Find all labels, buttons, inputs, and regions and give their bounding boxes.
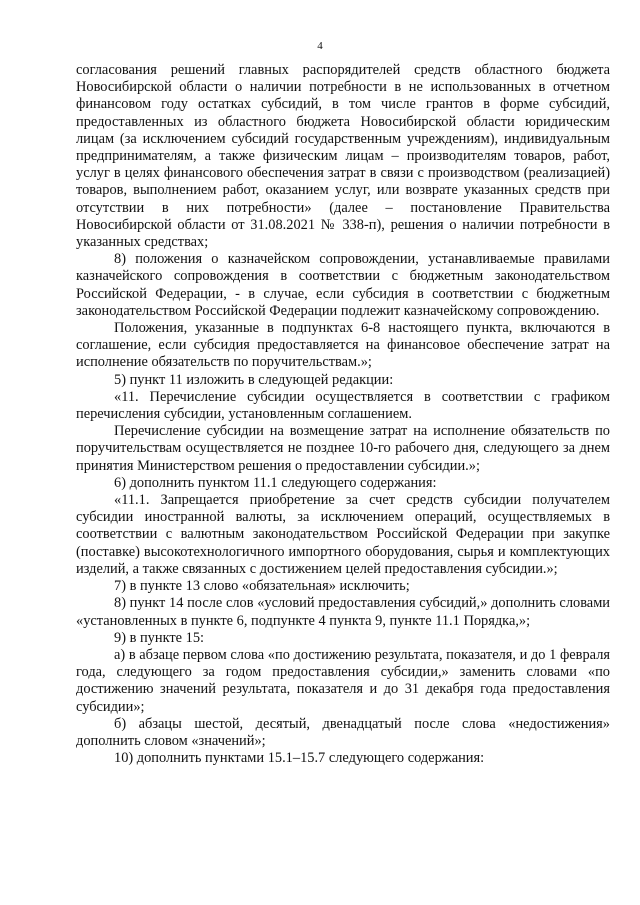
paragraph-subitem-a: а) в абзаце первом слова «по достижению результата, показателя, и до 1 февраля года, следующего за годом предоставления субсидии,» заменить словами «по достижению значений результата, показателя и до 31 декабря года предоставления субсидии»; — [76, 646, 610, 715]
paragraph-item-8-clause-14: 8) пункт 14 после слов «условий предоставления субсидий,» дополнить словами «установленных в пункте 6, подпункте 4 пункта 9, пункте 11.1 Порядка,»; — [76, 595, 610, 629]
page-number: 4 — [317, 40, 323, 52]
document-body — [76, 62, 610, 767]
paragraph-item-8: 8) положения о казначейском сопровождении, устанавливаемые правилами казначейского сопровождения в соответствии с бюджетным законодательством Российской Федерации, - в случае, если субсидия в соответствии с бюджетным законодательством Российской Федерации подлежит казначейскому сопровождению. — [76, 251, 610, 319]
paragraph-subitem-b: б) абзацы шестой, десятый, двенадцатый после слова «недостижения» дополнить словом «значений»; — [76, 715, 610, 749]
paragraph-clause-11: «11. Перечисление субсидии осуществляется в соответствии с графиком перечисления субсидии, установленным соглашением. — [76, 388, 610, 423]
paragraph-transfer: Перечисление субсидии на возмещение затрат на исполнение обязательств по поручительствам осуществляется не позднее 10-го рабочего дня, следующего за днем принятия Министерством решения о предоставлении субсидии.»; — [76, 423, 610, 474]
paragraph-item-10: 10) дополнить пунктами 15.1–15.7 следующего содержания: — [114, 750, 485, 767]
paragraph-continuation: согласования решений главных распорядителей средств областного бюджета Новосибирской области о наличии потребности в не использованных в отчетном финансовом году остатках субсидий, в том числе грантов в форме субсидий, предоставленных из областного бюджета Новосибирской области юридическим лицам (за исключением субсидий государственным учреждениям), индивидуальным предпринимателям, а также физическим лицам – производителям товаров, работ, услуг в целях финансового обеспечения затрат в связи с производством (реализацией) товаров, выполнением работ, оказанием услуг, или возврате указанных средств при отсутствии в них потребности» (далее – постановление Правительства Новосибирской области от 31.08.2021 № 338-п), решения о наличии потребности в указанных средствах; — [76, 62, 610, 251]
paragraph-provisions: Положения, указанные в подпунктах 6-8 настоящего пункта, включаются в соглашение, если субсидия предоставляется на финансовое обеспечение затрат на исполнение обязательств по поручительствам.»; — [76, 320, 610, 371]
paragraph-clause-11-1: «11.1. Запрещается приобретение за счет средств субсидии получателем субсидии иностранной валюты, за исключением операций, осуществляемых в соответствии с валютным законодательством Российской Федерации при закупке (поставке) высокотехнологичного импортного оборудования, сырья и комплектующих изделий, а также связанных с достижением целей предоставления субсидии.»; — [76, 492, 610, 577]
paragraph-item-6: 6) дополнить пунктом 11.1 следующего содержания: — [114, 474, 437, 491]
paragraph-item-5: 5) пункт 11 изложить в следующей редакции: — [114, 371, 394, 388]
paragraph-item-7: 7) в пункте 13 слово «обязательная» исключить; — [114, 578, 410, 595]
paragraph-item-9: 9) в пункте 15: — [114, 629, 205, 646]
